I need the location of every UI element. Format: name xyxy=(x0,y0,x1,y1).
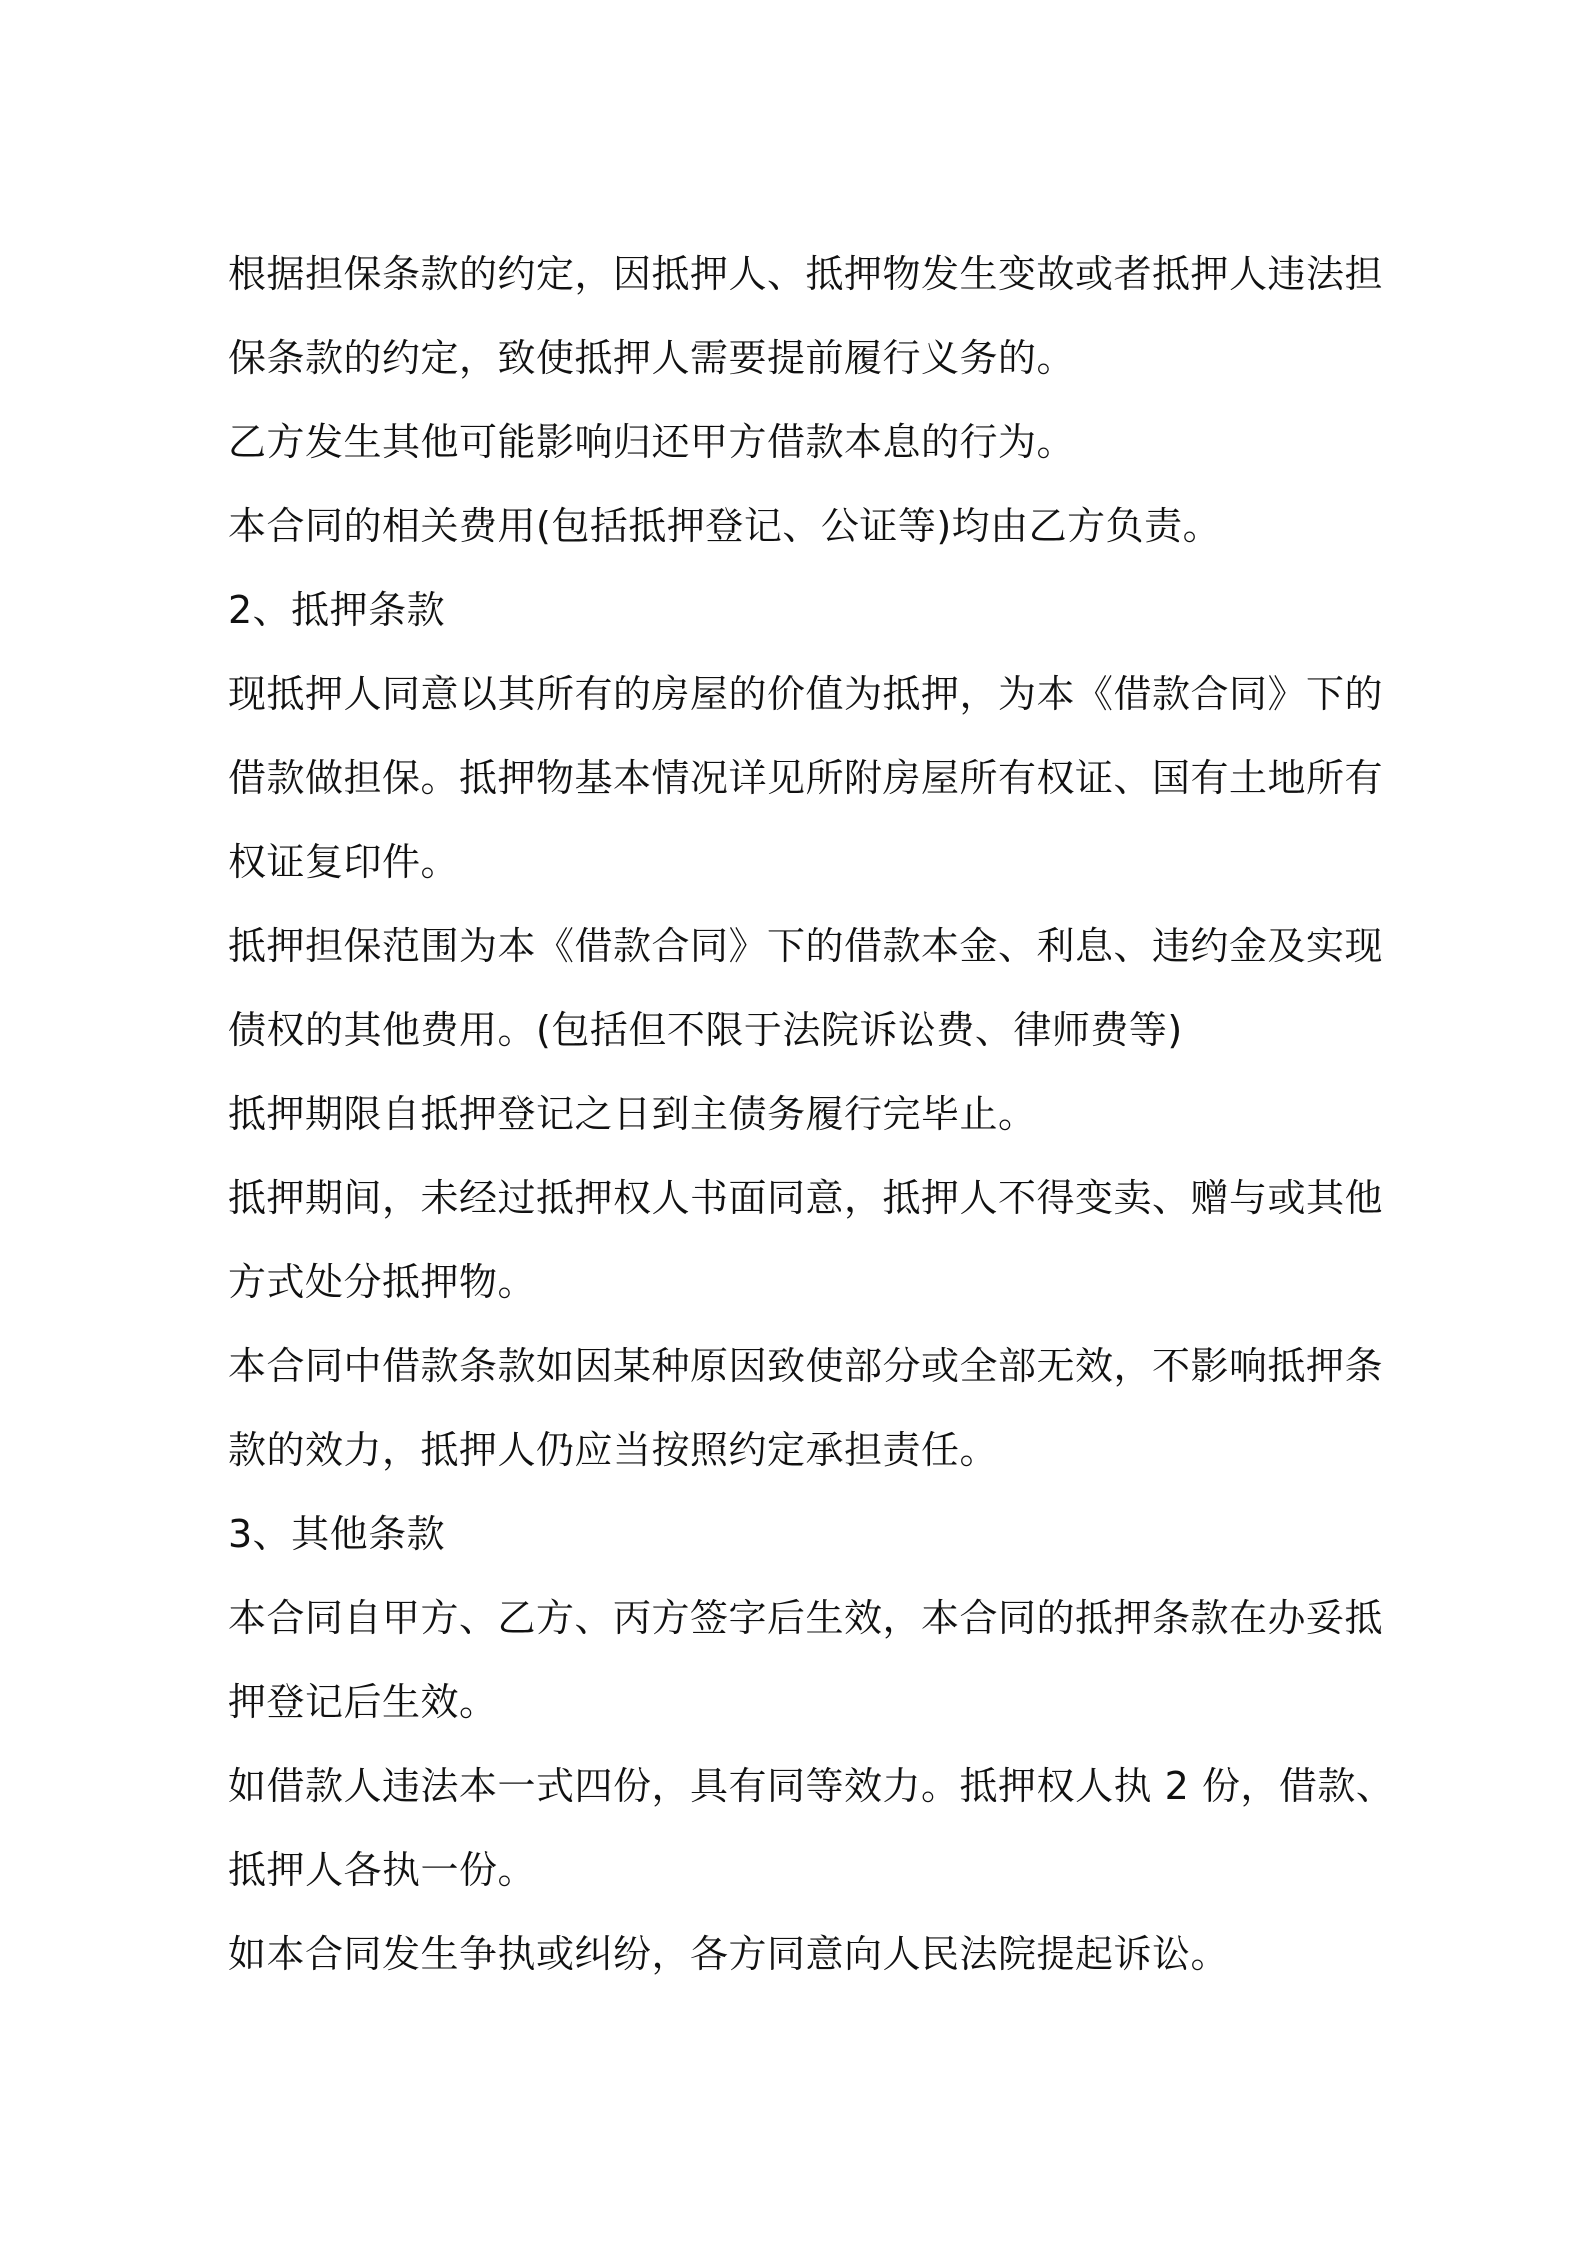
text-line-effective-2: 押登记后生效。 xyxy=(228,1680,498,1724)
text-line-mortgage-consent-1: 现抵押人同意以其所有的房屋的价值为抵押，为本《借款合同》下的 xyxy=(228,672,1384,716)
text-line-guarantee-clause-2: 保条款的约定，致使抵押人需要提前履行义务的。 xyxy=(228,336,1076,380)
text-line-mortgage-restriction-2: 方式处分抵押物。 xyxy=(228,1260,537,1304)
text-line-fees: 本合同的相关费用(包括抵押登记、公证等)均由乙方负责。 xyxy=(228,504,1222,548)
text-line-validity-2: 款的效力，抵押人仍应当按照约定承担责任。 xyxy=(228,1428,999,1472)
text-line-mortgage-consent-3: 权证复印件。 xyxy=(228,840,460,884)
text-line-validity-1: 本合同中借款条款如因某种原因致使部分或全部无效，不影响抵押条 xyxy=(228,1344,1384,1388)
text-line-effective-1: 本合同自甲方、乙方、丙方签字后生效，本合同的抵押条款在办妥抵 xyxy=(228,1596,1384,1640)
text-line-mortgage-scope-1: 抵押担保范围为本《借款合同》下的借款本金、利息、违约金及实现 xyxy=(228,924,1384,968)
text-line-mortgage-restriction-1: 抵押期间，未经过抵押权人书面同意，抵押人不得变卖、赠与或其他 xyxy=(228,1176,1384,1220)
text-line-mortgage-period: 抵押期限自抵押登记之日到主债务履行完毕止。 xyxy=(228,1092,1037,1136)
text-line-dispute: 如本合同发生争执或纠纷，各方同意向人民法院提起诉讼。 xyxy=(228,1932,1230,1976)
document-body xyxy=(228,232,1395,1996)
text-line-copies-1: 如借款人违法本一式四份，具有同等效力。抵押权人执 2 份，借款、 xyxy=(228,1764,1395,1808)
text-line-party-b-behavior: 乙方发生其他可能影响归还甲方借款本息的行为。 xyxy=(228,420,1076,464)
section-heading-mortgage-terms: 2、抵押条款 xyxy=(228,588,446,632)
text-line-guarantee-clause-1: 根据担保条款的约定，因抵押人、抵押物发生变故或者抵押人违法担 xyxy=(228,252,1384,296)
text-line-mortgage-scope-2: 债权的其他费用。(包括但不限于法院诉讼费、律师费等) xyxy=(228,1008,1183,1052)
section-heading-other-terms: 3、其他条款 xyxy=(228,1512,446,1556)
text-line-copies-2: 抵押人各执一份。 xyxy=(228,1848,537,1892)
text-line-mortgage-consent-2: 借款做担保。抵押物基本情况详见所附房屋所有权证、国有土地所有 xyxy=(228,756,1384,800)
